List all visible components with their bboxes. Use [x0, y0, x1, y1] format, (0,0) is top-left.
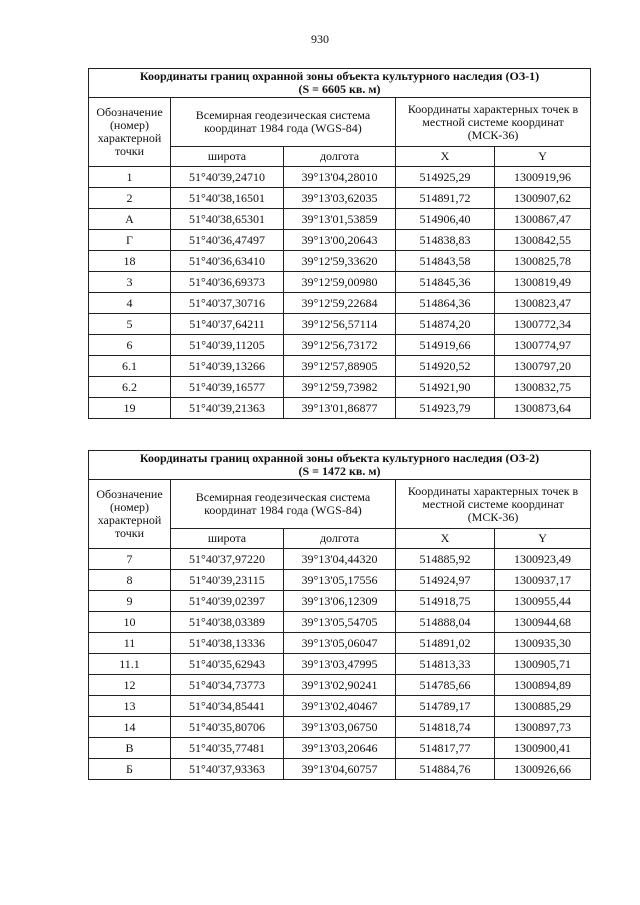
y-coordinate-cell: 1300923,49 — [495, 549, 591, 570]
point-id-cell: 5 — [89, 314, 171, 335]
coordinates-table-oz1 — [88, 68, 591, 419]
point-id-cell: В — [89, 738, 171, 759]
x-coordinate-cell: 514921,90 — [396, 377, 495, 398]
latitude-cell: 51°40'38,13336 — [171, 633, 284, 654]
x-coordinate-cell: 514845,36 — [396, 272, 495, 293]
point-id-cell: 1 — [89, 167, 171, 188]
table-row — [89, 209, 591, 230]
x-coordinate-cell: 514843,58 — [396, 251, 495, 272]
table-row — [89, 696, 591, 717]
y-coordinate-cell: 1300797,20 — [495, 356, 591, 377]
y-coordinate-cell: 1300885,29 — [495, 696, 591, 717]
x-coordinate-cell: 514789,17 — [396, 696, 495, 717]
longitude-cell: 39°13'03,06750 — [284, 717, 396, 738]
header-latitude: широта — [171, 147, 284, 167]
longitude-cell: 39°13'06,12309 — [284, 591, 396, 612]
y-coordinate-cell: 1300935,30 — [495, 633, 591, 654]
longitude-cell: 39°12'59,00980 — [284, 272, 396, 293]
longitude-cell: 39°13'03,62035 — [284, 188, 396, 209]
x-coordinate-cell: 514891,02 — [396, 633, 495, 654]
header-wgs84: Всемирная геодезическая система координат 1984 года (WGS-84) — [171, 480, 396, 529]
latitude-cell: 51°40'39,24710 — [171, 167, 284, 188]
latitude-cell: 51°40'39,16577 — [171, 377, 284, 398]
table-area: (S = 1472 кв. м) — [298, 464, 381, 478]
y-coordinate-cell: 1300955,44 — [495, 591, 591, 612]
x-coordinate-cell: 514874,20 — [396, 314, 495, 335]
coordinates-table-oz2 — [88, 450, 591, 780]
longitude-cell: 39°13'01,53859 — [284, 209, 396, 230]
header-x: X — [396, 529, 495, 549]
latitude-cell: 51°40'39,21363 — [171, 398, 284, 419]
latitude-cell: 51°40'35,80706 — [171, 717, 284, 738]
y-coordinate-cell: 1300897,73 — [495, 717, 591, 738]
longitude-cell: 39°12'59,33620 — [284, 251, 396, 272]
x-coordinate-cell: 514785,66 — [396, 675, 495, 696]
longitude-cell: 39°13'05,06047 — [284, 633, 396, 654]
point-id-cell: А — [89, 209, 171, 230]
point-id-cell: 6.2 — [89, 377, 171, 398]
table-row — [89, 612, 591, 633]
longitude-cell: 39°12'59,73982 — [284, 377, 396, 398]
latitude-cell: 51°40'36,47497 — [171, 230, 284, 251]
point-id-cell: 9 — [89, 591, 171, 612]
point-id-cell: 12 — [89, 675, 171, 696]
table-caption — [89, 451, 591, 480]
point-id-cell: 11 — [89, 633, 171, 654]
longitude-cell: 39°13'03,47995 — [284, 654, 396, 675]
x-coordinate-cell: 514919,66 — [396, 335, 495, 356]
latitude-cell: 51°40'39,11205 — [171, 335, 284, 356]
point-id-cell: 7 — [89, 549, 171, 570]
latitude-cell: 51°40'35,62943 — [171, 654, 284, 675]
point-id-cell: 11.1 — [89, 654, 171, 675]
table-title: Координаты границ охранной зоны объекта культурного наследия (ОЗ-2) — [139, 451, 540, 465]
y-coordinate-cell: 1300825,78 — [495, 251, 591, 272]
x-coordinate-cell: 514888,04 — [396, 612, 495, 633]
y-coordinate-cell: 1300937,17 — [495, 570, 591, 591]
header-wgs84: Всемирная геодезическая система координат 1984 года (WGS-84) — [171, 98, 396, 147]
longitude-cell: 39°13'00,20643 — [284, 230, 396, 251]
header-point: Обозначение (номер) характерной точки — [89, 98, 171, 167]
longitude-cell: 39°13'05,17556 — [284, 570, 396, 591]
point-id-cell: 18 — [89, 251, 171, 272]
point-id-cell: Б — [89, 759, 171, 780]
table-row — [89, 570, 591, 591]
latitude-cell: 51°40'37,30716 — [171, 293, 284, 314]
header-msk36: Координаты характерных точек в местной системе координат (МСК-36) — [396, 98, 591, 147]
table-row — [89, 314, 591, 335]
latitude-cell: 51°40'35,77481 — [171, 738, 284, 759]
table-row — [89, 675, 591, 696]
table-row — [89, 293, 591, 314]
point-id-cell: 2 — [89, 188, 171, 209]
longitude-cell: 39°13'02,90241 — [284, 675, 396, 696]
x-coordinate-cell: 514818,74 — [396, 717, 495, 738]
y-coordinate-cell: 1300894,89 — [495, 675, 591, 696]
table-row — [89, 549, 591, 570]
longitude-cell: 39°13'03,20646 — [284, 738, 396, 759]
y-coordinate-cell: 1300832,75 — [495, 377, 591, 398]
y-coordinate-cell: 1300819,49 — [495, 272, 591, 293]
table-row — [89, 356, 591, 377]
y-coordinate-cell: 1300867,47 — [495, 209, 591, 230]
table-row — [89, 272, 591, 293]
header-point: Обозначение (номер) характерной точки — [89, 480, 171, 549]
y-coordinate-cell: 1300944,68 — [495, 612, 591, 633]
x-coordinate-cell: 514884,76 — [396, 759, 495, 780]
longitude-cell: 39°12'57,88905 — [284, 356, 396, 377]
y-coordinate-cell: 1300905,71 — [495, 654, 591, 675]
table-row — [89, 251, 591, 272]
point-id-cell: 6.1 — [89, 356, 171, 377]
longitude-cell: 39°13'04,44320 — [284, 549, 396, 570]
table-body — [89, 549, 591, 780]
latitude-cell: 51°40'34,85441 — [171, 696, 284, 717]
longitude-cell: 39°13'05,54705 — [284, 612, 396, 633]
latitude-cell: 51°40'37,97220 — [171, 549, 284, 570]
y-coordinate-cell: 1300907,62 — [495, 188, 591, 209]
latitude-cell: 51°40'38,16501 — [171, 188, 284, 209]
x-coordinate-cell: 514813,33 — [396, 654, 495, 675]
latitude-cell: 51°40'36,63410 — [171, 251, 284, 272]
latitude-cell: 51°40'37,93363 — [171, 759, 284, 780]
table-row — [89, 335, 591, 356]
longitude-cell: 39°12'59,22684 — [284, 293, 396, 314]
longitude-cell: 39°13'01,86877 — [284, 398, 396, 419]
table-row — [89, 759, 591, 780]
y-coordinate-cell: 1300772,34 — [495, 314, 591, 335]
table-row — [89, 717, 591, 738]
x-coordinate-cell: 514891,72 — [396, 188, 495, 209]
y-coordinate-cell: 1300926,66 — [495, 759, 591, 780]
y-coordinate-cell: 1300873,64 — [495, 398, 591, 419]
y-coordinate-cell: 1300842,55 — [495, 230, 591, 251]
table-row — [89, 188, 591, 209]
header-longitude: долгота — [284, 529, 396, 549]
table-row — [89, 398, 591, 419]
y-coordinate-cell: 1300900,41 — [495, 738, 591, 759]
latitude-cell: 51°40'37,64211 — [171, 314, 284, 335]
x-coordinate-cell: 514924,97 — [396, 570, 495, 591]
point-id-cell: 14 — [89, 717, 171, 738]
longitude-cell: 39°13'04,28010 — [284, 167, 396, 188]
latitude-cell: 51°40'36,69373 — [171, 272, 284, 293]
table-row — [89, 654, 591, 675]
table-body — [89, 167, 591, 419]
table-row — [89, 591, 591, 612]
table-row — [89, 738, 591, 759]
latitude-cell: 51°40'39,13266 — [171, 356, 284, 377]
latitude-cell: 51°40'34,73773 — [171, 675, 284, 696]
x-coordinate-cell: 514885,92 — [396, 549, 495, 570]
x-coordinate-cell: 514918,75 — [396, 591, 495, 612]
longitude-cell: 39°12'56,57114 — [284, 314, 396, 335]
y-coordinate-cell: 1300774,97 — [495, 335, 591, 356]
table-row — [89, 167, 591, 188]
latitude-cell: 51°40'39,02397 — [171, 591, 284, 612]
page-number: 930 — [311, 32, 329, 46]
table-row — [89, 633, 591, 654]
table-row — [89, 230, 591, 251]
x-coordinate-cell: 514864,36 — [396, 293, 495, 314]
longitude-cell: 39°13'04,60757 — [284, 759, 396, 780]
x-coordinate-cell: 514920,52 — [396, 356, 495, 377]
point-id-cell: 19 — [89, 398, 171, 419]
header-longitude: долгота — [284, 147, 396, 167]
header-y: Y — [495, 147, 591, 167]
table-title: Координаты границ охранной зоны объекта культурного наследия (ОЗ-1) — [139, 69, 540, 83]
header-latitude: широта — [171, 529, 284, 549]
point-id-cell: 3 — [89, 272, 171, 293]
latitude-cell: 51°40'38,65301 — [171, 209, 284, 230]
longitude-cell: 39°13'02,40467 — [284, 696, 396, 717]
point-id-cell: 6 — [89, 335, 171, 356]
table-row — [89, 377, 591, 398]
y-coordinate-cell: 1300823,47 — [495, 293, 591, 314]
table-area: (S = 6605 кв. м) — [298, 82, 381, 96]
header-x: X — [396, 147, 495, 167]
latitude-cell: 51°40'39,23115 — [171, 570, 284, 591]
header-msk36: Координаты характерных точек в местной системе координат (МСК-36) — [396, 480, 591, 529]
y-coordinate-cell: 1300919,96 — [495, 167, 591, 188]
point-id-cell: 13 — [89, 696, 171, 717]
x-coordinate-cell: 514923,79 — [396, 398, 495, 419]
x-coordinate-cell: 514906,40 — [396, 209, 495, 230]
x-coordinate-cell: 514838,83 — [396, 230, 495, 251]
point-id-cell: 8 — [89, 570, 171, 591]
point-id-cell: 10 — [89, 612, 171, 633]
latitude-cell: 51°40'38,03389 — [171, 612, 284, 633]
table-caption — [89, 69, 591, 98]
x-coordinate-cell: 514817,77 — [396, 738, 495, 759]
x-coordinate-cell: 514925,29 — [396, 167, 495, 188]
longitude-cell: 39°12'56,73172 — [284, 335, 396, 356]
point-id-cell: 4 — [89, 293, 171, 314]
header-y: Y — [495, 529, 591, 549]
point-id-cell: Г — [89, 230, 171, 251]
